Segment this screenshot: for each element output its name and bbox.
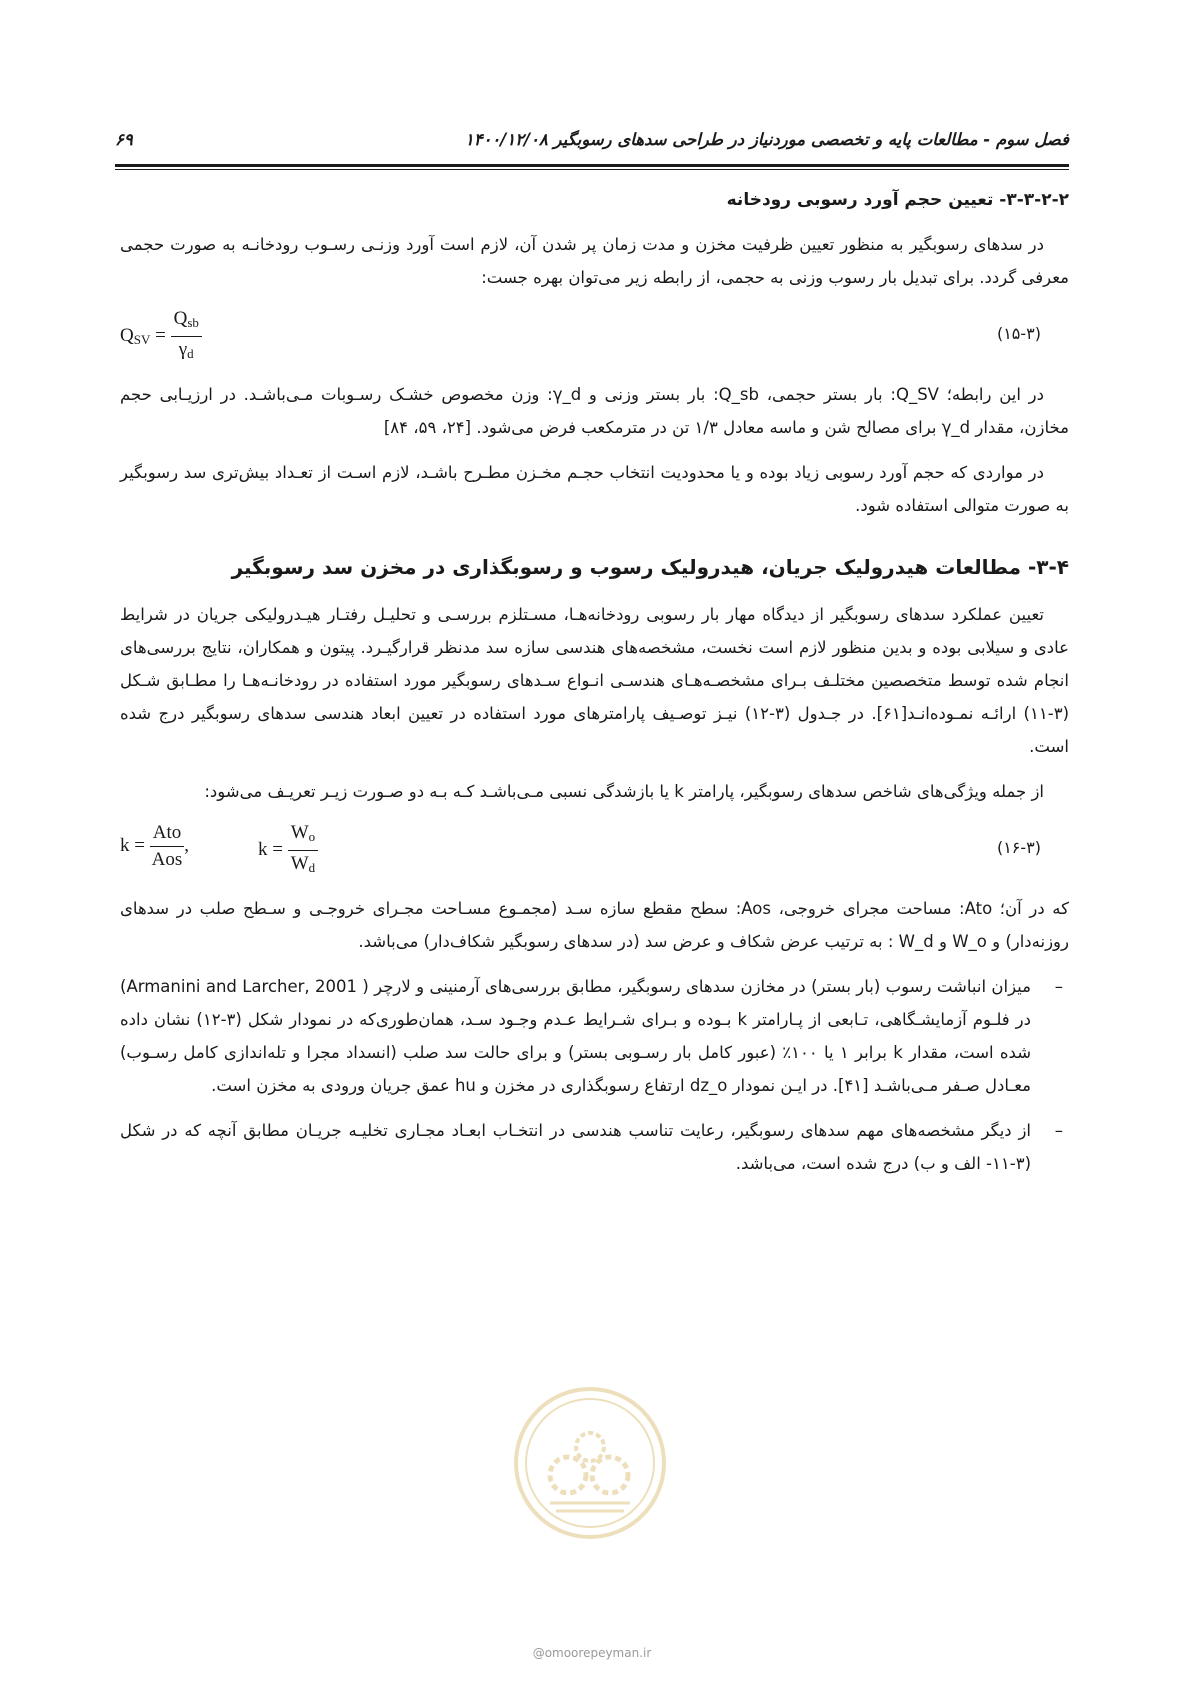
section-heading-3-4: ۳-۴- مطالعات هیدرولیک جریان، هیدرولیک رسوب و رسوبگذاری در مخزن سد رسوبگیر — [231, 555, 1069, 579]
bullet-item — [120, 970, 1069, 1102]
chapter-title: فصل سوم - مطالعات پایه و تخصصی موردنیاز در طراحی سدهای رسوبگیر ۱۴۰۰/۱۲/۰۸ — [464, 130, 1069, 149]
paragraph: در این رابطه؛ Q_SV: بار بستر حجمی، Q_sb: بار بستر وزنی و γ_d: وزن مخصوص خشـک رسـوبات مـی‌باشـد. در ارزیـابی حجم مخازن، مقدار γ_d برای مصالح شن و ماسه معادل ۱/۳ تن در مترمکعب فرض می‌شود. [۲۴، ۵۹، ۸۴] — [120, 385, 1069, 437]
header-rule-thin — [115, 169, 1069, 170]
fraction: $\frac{\text{Ato}}{\text{Aos}}$ — [151, 822, 183, 870]
bullet-text: از دیگر مشخصه‌های مهم سدهای رسوبگیر، رعایت تناسب هندسی در انتخـاب ابعـاد مجـاری تخلیـه جریـان مطابق آنچه که در شکل (۳-۱۱- الف و ب) درج شده است، می‌باشد. — [120, 1121, 1031, 1173]
watermark-seal-icon — [510, 1383, 670, 1543]
section-heading-3-3-2-2: ۳-۳-۲-۲- تعیین حجم آورد رسوبی رودخانه — [726, 190, 1069, 210]
equation-16-3 — [120, 820, 1069, 884]
equation-body-1: k = $\frac{\text{Ato}}{\text{Aos}}$ , — [120, 820, 189, 873]
paragraph: که در آن؛ Ato: مساحت مجرای خروجی، Aos: سطح مقطع سازه سـد (مجمـوع مسـاحت مجـرای خروجـی و سـطح صلب در سدهای روزنه‌دار) و W_o و W_d : به ترتیب عرض شکاف و عرض سد (در سدهای رسوبگیر شکاف‌دار) می‌باشد. — [120, 899, 1069, 951]
equation-15-3 — [120, 306, 1069, 370]
paragraph: در مواردی که حجم آورد رسوبی زیاد بوده و یا محدودیت انتخاب حجـم مخـزن مطـرح باشـد، لازم اسـت از تعـداد بیش‌تری سد رسوبگیر به صورت متوالی استفاده شود. — [120, 463, 1069, 515]
fraction: $\frac{W_o}{W_d}$ — [288, 820, 318, 881]
bullet-dash: – — [1054, 977, 1063, 996]
paragraph: در سدهای رسوبگیر به منظور تعیین ظرفیت مخزن و مدت زمان پر شدن آن، لازم است آورد وزنـی رسـوب رودخانـه به صورت حجمی معرفی گردد. برای تبدیل بار رسوب وزنی به حجمی، از رابطه زیر می‌توان بهره جست: — [120, 235, 1069, 287]
equation-number: (۱۶-۳) — [996, 838, 1041, 857]
equation-body-2: k = $\frac{W_o}{W_d}$ — [258, 820, 318, 881]
bullet-item — [120, 1114, 1069, 1180]
equation-body: $Q_{SV}$ = $\frac{Q_{sb}}{\gamma_d}$ — [120, 306, 202, 367]
watermark-site: @omoorepeyman.ir — [532, 1646, 652, 1660]
bullet-dash: – — [1054, 1121, 1063, 1140]
page-header — [115, 130, 1069, 156]
equation-number: (۱۵-۳) — [996, 324, 1041, 343]
page-content — [120, 186, 1069, 1192]
paragraph: تعیین عملکرد سدهای رسوبگیر از دیدگاه مهار بار رسوبی رودخانه‌هـا، مسـتلزم بررسـی و تحلیـل رفتـار هیـدرولیکی جریان در شرایط عادی و سیلابی بوده و بدین منظور لازم است نخست، مشخصه‌های هندسی سازه سد مدنظر قرارگیـرد. پیتون و همکاران، نتایج بررسی‌های انجام شده توسط متخصصین مختلـف بـرای مشخصـه‌هـای هندسـی انـواع سـدهای رسوبگیر مورد استفاده در رودخانـه‌هـا را مطـابق شـکل (۳-۱۱) ارائـه نمـوده‌انـد[۶۱]. در جـدول (۳-۱۲) نیـز توصـیف پارامترهای مورد استفاده در تعیین ابعاد هندسی سدهای رسوبگیر درج شده است. — [120, 605, 1069, 756]
page-number: ۶۹ — [115, 130, 133, 149]
header-rule-thick — [115, 164, 1069, 167]
bullet-text: میزان انباشت رسوب (بار بستر) در مخازن سدهای رسوبگیر، مطابق بررسی‌های آرمنینی و لارچر ( Armanini and Larcher, 2001) در فلـوم آزمایشـگاهی، تـابعی از پـارامتر k بـوده و بـرای شـرایط عـدم وجـود سـد، همان‌طوری‌که در نمودار شکل (۳-۱۲) نشان داده شده است، مقدار k برابر ۱ یا ۱۰۰٪ (عبور کامل بار رسـوبی بستر) و برای حالت سد صلب (انسداد مجرا و تله‌اندازی کامل رسـوب) معـادل صـفر مـی‌باشـد [۴۱]. در ایـن نمودار dz_o ارتفاع رسوبگذاری در مخزن و hu عمق جریان ورودی به مخزن است. — [120, 977, 1032, 1095]
paragraph: از جمله ویژگی‌های شاخص سدهای رسوبگیر، پارامتر k یا بازشدگی نسبی مـی‌باشـد کـه بـه دو صـورت زیـر تعریـف می‌شود: — [204, 782, 1044, 801]
fraction: $\frac{Q_{sb}}{\gamma_d}$ — [171, 306, 202, 367]
